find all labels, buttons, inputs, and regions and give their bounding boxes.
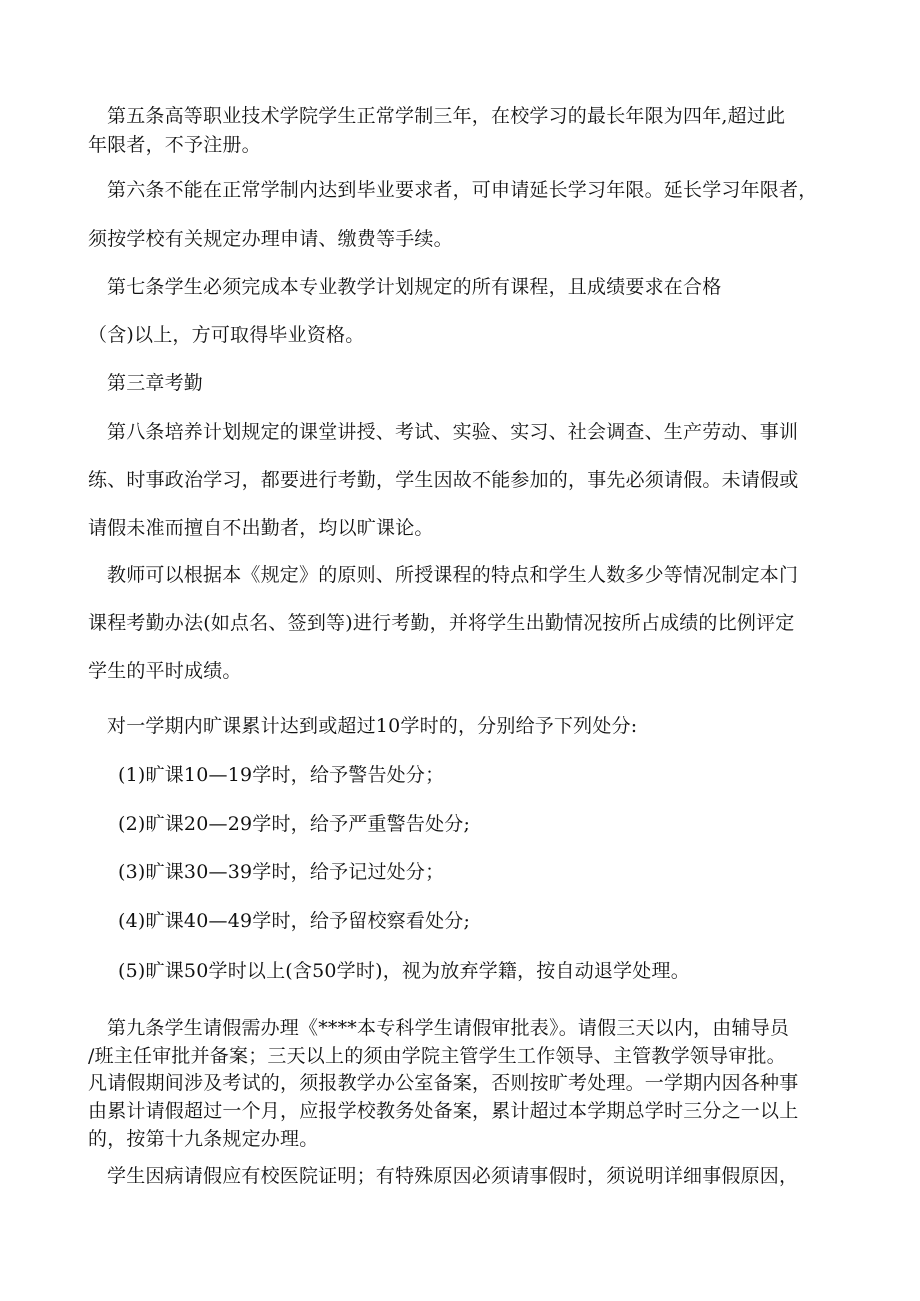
paragraph-line: 第八条培养计划规定的课堂讲授、考试、实验、实习、社会调查、生产劳动、事训 xyxy=(107,421,799,443)
list-item: (4)旷课40—49学时，给予留校察看处分; xyxy=(118,910,471,932)
paragraph-line: 由累计请假超过一个月，应报学校教务处备案，累计超过本学期总学时三分之一以上 xyxy=(88,1100,799,1122)
paragraph-line: 第五条高等职业技术学院学生正常学制三年，在校学习的最长年限为四年,超过此 xyxy=(107,105,786,127)
list-item: (5)旷课50学时以上(含50学时)，视为放弃学籍，按自动退学处理。 xyxy=(118,960,690,982)
paragraph-line: （含)以上，方可取得毕业资格。 xyxy=(88,324,365,346)
paragraph-line: 教师可以根据本《规定》的原则、所授课程的特点和学生人数多少等情况制定本门 xyxy=(107,564,799,586)
chapter-heading: 第三章考勤 xyxy=(107,372,204,394)
paragraph-line: /班主任审批并备案；三天以上的须由学院主管学生工作领导、主管教学领导审批。 xyxy=(88,1045,786,1067)
paragraph-line: 请假未准而擅自不出勤者，均以旷课论。 xyxy=(88,517,434,539)
paragraph-line: 的，按第十九条规定办理。 xyxy=(88,1128,319,1150)
paragraph-line: 课程考勤办法(如点名、签到等)进行考勤，并将学生出勤情况按所占成绩的比例评定 xyxy=(88,612,795,634)
paragraph-line: 第六条不能在正常学制内达到毕业要求者，可申请延长学习年限。延长学习年限者， xyxy=(107,179,818,201)
paragraph-line: 学生的平时成绩。 xyxy=(88,660,242,682)
paragraph-line: 对一学期内旷课累计达到或超过10学时的，分别给予下列处分: xyxy=(107,715,638,737)
paragraph-line: 凡请假期间涉及考试的，须报教学办公室备案，否则按旷考处理。一学期内因各种事 xyxy=(88,1072,799,1094)
list-item: (3)旷课30—39学时，给予记过处分； xyxy=(118,861,445,883)
paragraph-line: 学生因病请假应有校医院证明；有特殊原因必须请事假时，须说明详细事假原因， xyxy=(107,1165,799,1187)
paragraph-line: 年限者，不予注册。 xyxy=(88,134,261,156)
paragraph-line: 第七条学生必须完成本专业教学计划规定的所有课程，且成绩要求在合格 xyxy=(107,276,722,298)
list-item: (2)旷课20—29学时，给予严重警告处分; xyxy=(118,813,471,835)
paragraph-line: 练、时事政治学习，都要进行考勤，学生因故不能参加的，事先必须请假。未请假或 xyxy=(88,469,799,491)
list-item: (1)旷课10—19学时，给予警告处分； xyxy=(118,764,445,786)
paragraph-line: 须按学校有关规定办理申请、缴费等手续。 xyxy=(88,228,453,250)
paragraph-line: 第九条学生请假需办理《****本专科学生请假审批表》。请假三天以内，由辅导员 xyxy=(107,1017,790,1039)
